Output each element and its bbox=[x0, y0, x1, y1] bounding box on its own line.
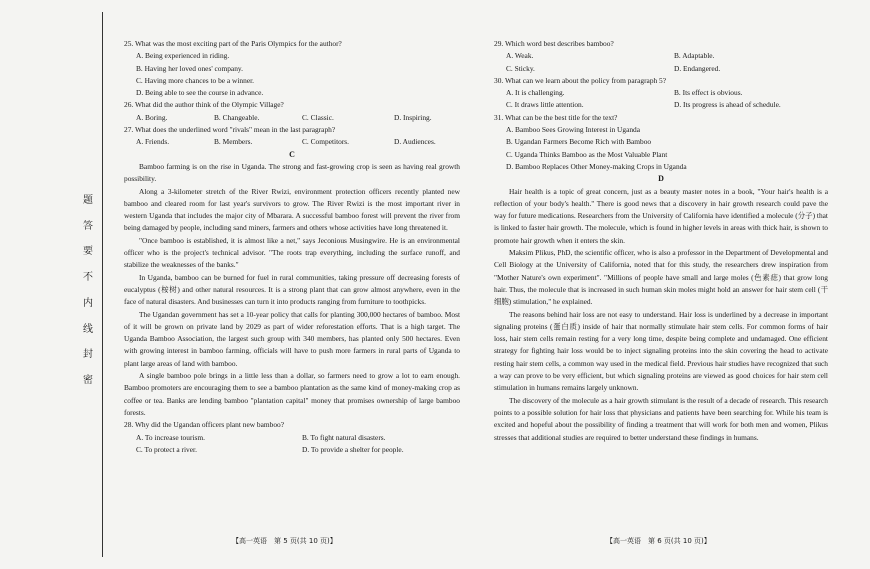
options-row bbox=[494, 99, 828, 111]
option: D. Endangered. bbox=[674, 63, 721, 73]
binding-char: 题 bbox=[83, 195, 93, 206]
paragraph: The discovery of the molecule as a hair growth stimulant is the result of a decade of research. This research points to a possible solution for hair loss that physicians and patients have been searching for. While his team is excited and hopeful about the possibility of finding a treatment that will work for both men and women, Plikus stresses that additional studies are required to better understand these findings in humans. bbox=[494, 395, 828, 442]
question-27: 27. What does the underlined word "rivals" mean in the last paragraph? bbox=[124, 125, 336, 135]
option: C. Competitors. bbox=[302, 137, 350, 147]
options-row bbox=[124, 112, 460, 124]
option: A. Boring. bbox=[136, 112, 168, 122]
binding-char: 封 bbox=[83, 349, 93, 361]
binding-char: 不 bbox=[83, 272, 93, 284]
option: B. Adaptable. bbox=[674, 51, 715, 61]
page-footer: 【高一英语 第 6 页(共 10 页)】 bbox=[606, 537, 711, 545]
option: C. To protect a river. bbox=[136, 444, 197, 454]
option: B. Ugandan Farmers Become Rich with Bamboo bbox=[506, 137, 652, 147]
binding-line bbox=[102, 12, 103, 557]
options-row bbox=[124, 444, 460, 456]
paragraph: In Uganda, bamboo can be burned for fuel in rural communities, taking pressure off decreasing forests of eucalyptus (桉树) and other natural resources. It is a strong plant that can grow almost anywhere, even in the face of natural disasters. And businesses can turn it into products ranging from furniture to toothpicks. bbox=[124, 272, 460, 307]
option: A. It is challenging. bbox=[506, 88, 565, 98]
option: B. Members. bbox=[214, 137, 253, 147]
option: A. Bamboo Sees Growing Interest in Uganda bbox=[506, 125, 641, 135]
binding-char: 内 bbox=[83, 297, 93, 309]
section-heading: C bbox=[289, 149, 295, 159]
page-footer: 【高一英语 第 5 页(共 10 页)】 bbox=[232, 537, 337, 545]
question-25: 25. What was the most exciting part of the Paris Olympics for the author? bbox=[124, 39, 342, 48]
option: C. Sticky. bbox=[506, 63, 535, 73]
question-30: 30. What can we learn about the policy from paragraph 5? bbox=[494, 75, 667, 85]
binding-notice bbox=[82, 188, 94, 394]
binding-char: 密 bbox=[83, 374, 93, 386]
options-row bbox=[494, 63, 828, 75]
option: C. It draws little attention. bbox=[506, 100, 584, 110]
paragraph: Bamboo farming is on the rise in Uganda. The strong and fast-growing crop is seen as having real growth possibility. bbox=[124, 161, 460, 184]
options-row bbox=[494, 50, 828, 62]
question-31: 31. What can be the best title for the text? bbox=[494, 112, 618, 122]
option: D. Bamboo Replaces Other Money-making Crops in Uganda bbox=[506, 161, 687, 171]
option: A. Friends. bbox=[136, 137, 170, 147]
option: B. Having her loved ones' company. bbox=[136, 63, 243, 73]
option: D. Audiences. bbox=[394, 137, 436, 147]
options-row bbox=[494, 87, 828, 99]
option: C. Having more chances to be a winner. bbox=[136, 75, 255, 85]
paragraph: Maksim Plikus, PhD, the scientific officer, who is also a professor in the Department of Developmental and Cell Biology at the University of California, noted that for this study, the researchers drew inspiration from "Mother Nature's own experiment". "Millions of people have small and large moles (色素痣) that grow long hair. Thus, the molecule that is increased in such human skin moles might hold an answer for hair stem cell (干细胞) stimulation," he explained. bbox=[494, 248, 828, 307]
paragraph: "Once bamboo is established, it is almost like a net," says Jeconious Musingwire. He is an environmental officer who is the project's technical advisor. "The roots trap everything, including the surface runoff, and stabilize the weaknesses of the banks." bbox=[124, 235, 460, 270]
option: A. Being experienced in riding. bbox=[136, 51, 230, 61]
binding-margin bbox=[0, 0, 100, 569]
paragraph: Along a 3-kilometer stretch of the River Rwizi, environment protection officers recently planted new bamboo and cleared room for last year's survivors to grow. The River Rwizi is the most important river in western Uganda that includes the major city of Mbarara. A successful bamboo forest will prevent the river from being damaged by people, including sand miners, farmers and others whose activities have long threatened it. bbox=[124, 186, 460, 233]
option: D. To provide a shelter for people. bbox=[302, 444, 404, 454]
options-row bbox=[124, 136, 460, 148]
binding-char: 要 bbox=[83, 246, 93, 258]
paragraph: The reasons behind hair loss are not easy to understand. Hair loss is underlined by a decrease in important signaling proteins (蛋白质) inside of hair that normally stimulate hair stem cells. For common forms of hair loss, hair stem cells remain resting for a very long time, despite being complete and undamaged. One efficient strategy for fighting hair loss would be to inject signaling proteins into the skin covering the head to activate resting hair stem cells, a common way used in the medical field. Previous hair studies have recognized that such a way can prove to be very efficient, but which signaling proteins are viewed as good choices for hair stem cell stimulation in humans remains largely unknown. bbox=[494, 309, 828, 393]
question-28: 28. Why did the Ugandan officers plant new bamboo? bbox=[124, 420, 285, 430]
right-page bbox=[494, 38, 828, 444]
option: B. Its effect is obvious. bbox=[674, 88, 743, 98]
paragraph: The Ugandan government has set a 10-year policy that calls for planting 300,000 hectares of bamboo. Most of it will be grown on private land by 2029 as part of wider reforestation efforts. That is a high target. The Uganda Bamboo Association, the largest such group with 340 members, has planted only 500 hectares. Even with growing interest in bamboo farming, officials will have to push more farmers in rural parts of Uganda to plant large areas of land with bamboo. bbox=[124, 309, 460, 368]
option: D. Being able to see the course in advance. bbox=[136, 88, 264, 98]
left-page bbox=[124, 38, 460, 456]
question-29: 29. Which word best describes bamboo? bbox=[494, 39, 614, 48]
option: D. Inspiring. bbox=[394, 112, 432, 122]
option: B. Changeable. bbox=[214, 112, 260, 122]
binding-char: 线 bbox=[83, 323, 93, 335]
options-row bbox=[124, 432, 460, 444]
binding-char: 答 bbox=[83, 220, 93, 232]
paragraph: Hair health is a topic of great concern, just as a beauty master notes in a book, "Your hair's health is a reflection of your body's health." There is good news that a discovery in hair growth research could pave the way for future medications. Researchers from the University of California have identified a molecule (分子) that is linked to faster hair growth. The molecule, which is found in higher levels in areas with thick hair, is shown to promote hair growth when it enters the skin. bbox=[494, 186, 828, 245]
option: D. Its progress is ahead of schedule. bbox=[674, 100, 781, 110]
paragraph: A single bamboo pole brings in a little less than a dollar, so farmers need to grow a lot to earn enough. Bamboo promoters are encouraging them to see a bamboo plantation as the same kind of money-making crop as coffee or tea. Banks are lending bamboo "plantation capital" money that promises ownership of large bamboo forests. bbox=[124, 371, 460, 417]
option: C. Uganda Thinks Bamboo as the Most Valuable Plant bbox=[506, 149, 668, 159]
option: C. Classic. bbox=[302, 112, 334, 122]
section-heading: D bbox=[658, 174, 664, 184]
option: A. To increase tourism. bbox=[136, 432, 205, 442]
question-26: 26. What did the author think of the Olympic Village? bbox=[124, 100, 284, 110]
option: B. To fight natural disasters. bbox=[302, 432, 386, 442]
option: A. Weak. bbox=[506, 51, 534, 61]
